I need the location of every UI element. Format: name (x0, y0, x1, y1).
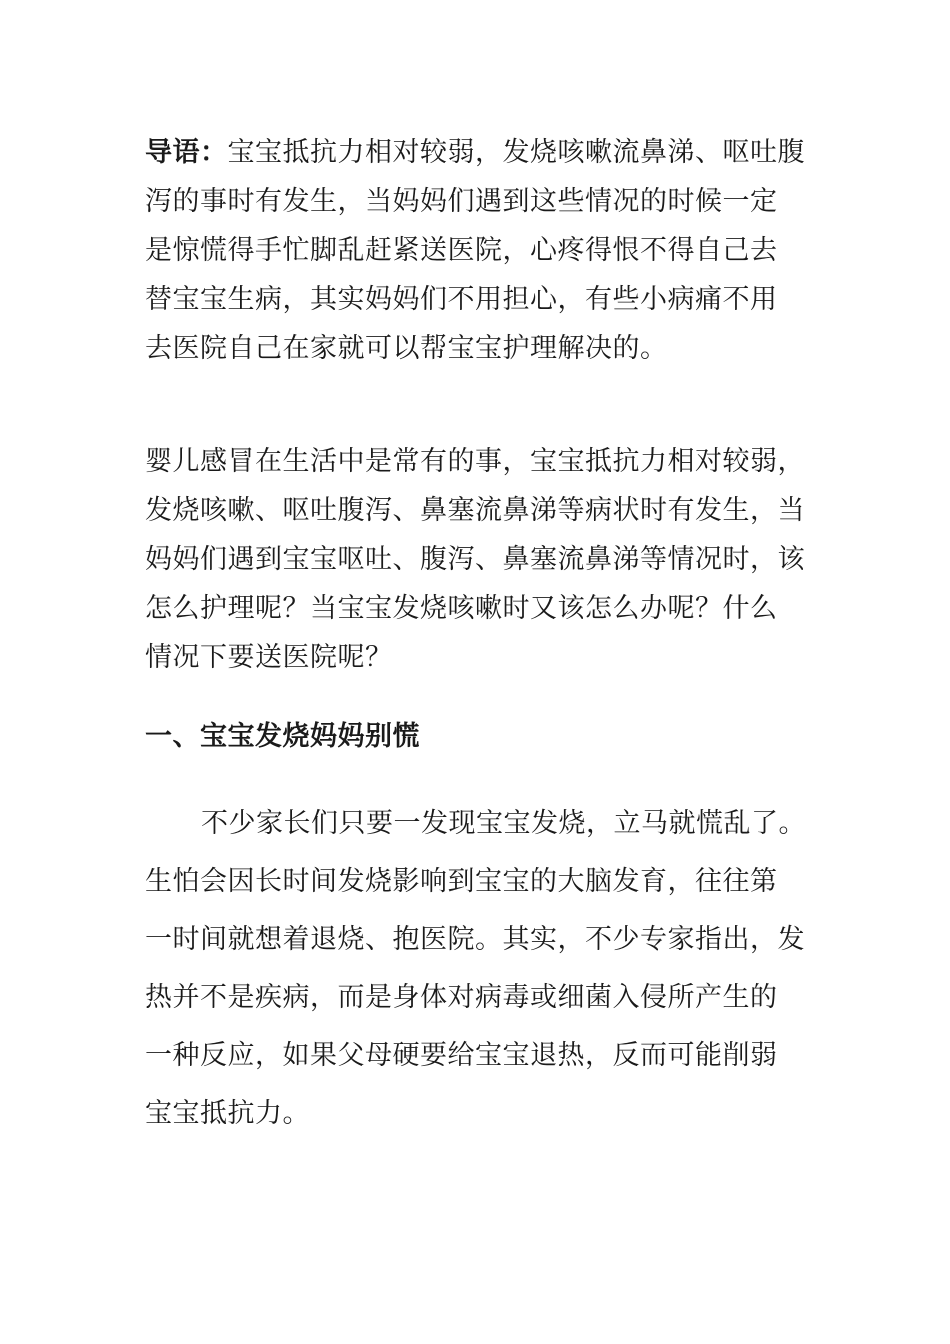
body-line: 发烧咳嗽、呕吐腹泻、鼻塞流鼻涕等病状时有发生，当 (145, 495, 805, 526)
intro-line: 泻的事时有发生，当妈妈们遇到这些情况的时候一定 (145, 186, 778, 217)
section-line: 不少家长们只要一发现宝宝发烧，立马就慌乱了。 (201, 808, 806, 839)
body-line: 婴儿感冒在生活中是常有的事，宝宝抵抗力相对较弱， (145, 446, 805, 477)
section-line: 热并不是疾病，而是身体对病毒或细菌入侵所产生的 (145, 982, 778, 1013)
intro-line: 替宝宝生病，其实妈妈们不用担心，有些小病痛不用 (145, 284, 778, 315)
intro-line: 是惊慌得手忙脚乱赶紧送医院，心疼得恨不得自己去 (145, 235, 778, 266)
section-paragraph (145, 795, 835, 1143)
intro-line: 去医院自己在家就可以帮宝宝护理解决的。 (145, 333, 668, 364)
body-line: 怎么护理呢？当宝宝发烧咳嗽时又该怎么办呢？什么 (145, 593, 778, 624)
section-heading: 一、宝宝发烧妈妈别慌 (145, 721, 420, 752)
intro-line: 导语：宝宝抵抗力相对较弱，发烧咳嗽流鼻涕、呕吐腹 (145, 137, 805, 168)
intro-label: 导语： (145, 137, 228, 168)
section-line: 宝宝抵抗力。 (145, 1098, 310, 1129)
section-line: 生怕会因长时间发烧影响到宝宝的大脑发育，往往第 (145, 866, 778, 897)
body-paragraph (145, 437, 835, 682)
section-line: 一时间就想着退烧、抱医院。其实，不少专家指出，发 (145, 924, 805, 955)
body-line: 妈妈们遇到宝宝呕吐、腹泻、鼻塞流鼻涕等情况时，该 (145, 544, 805, 575)
document-page (145, 128, 835, 1170)
section-line: 一种反应，如果父母硬要给宝宝退热，反而可能削弱 (145, 1040, 778, 1071)
body-line: 情况下要送医院呢？ (145, 642, 393, 673)
intro-paragraph (145, 128, 835, 373)
